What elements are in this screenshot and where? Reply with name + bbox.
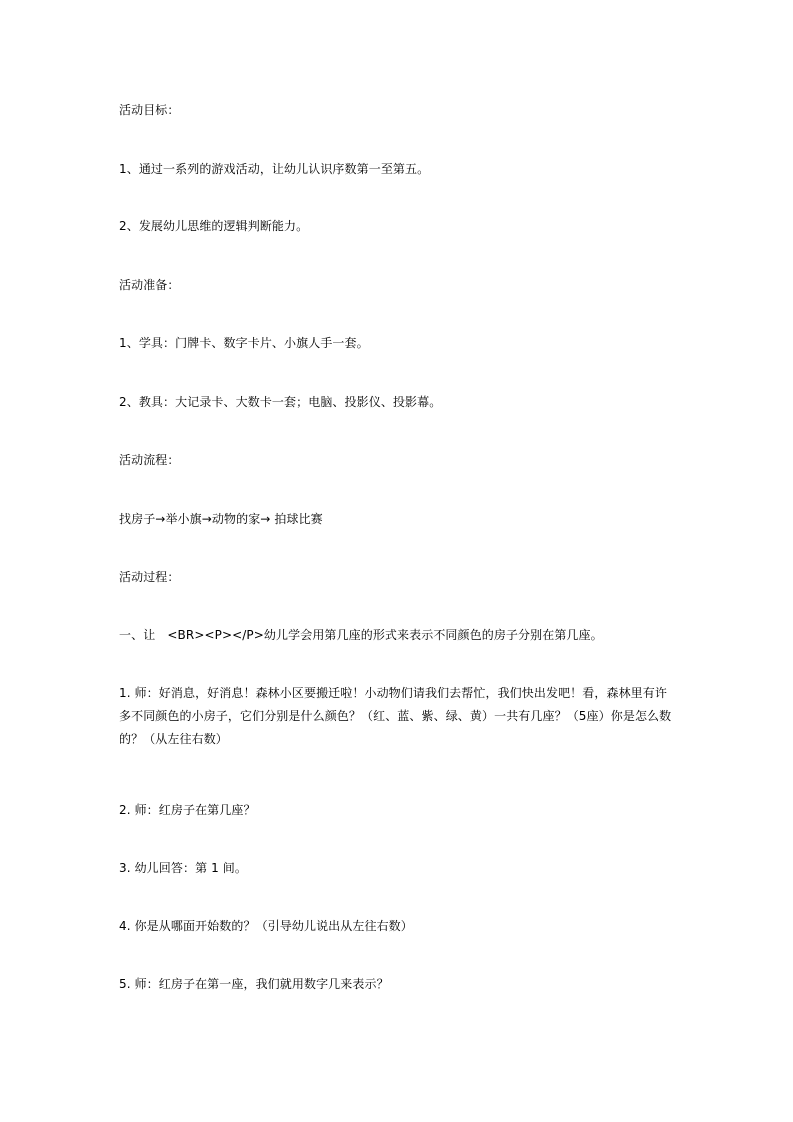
preparation-item-2: 2、教具：大记录卡、大数卡一套；电脑、投影仪、投影幕。 [119,395,442,409]
process-step-1 [119,682,681,751]
process-step-1-line-3: 的？（从左往右数） [119,732,228,746]
process-step-1-line-1: 1. 师：好消息，好消息！森林小区要搬迁啦！小动物们请我们去帮忙，我们快出发吧！看，森林里有许 [119,686,667,700]
process-part-1-heading: 一、让 <BR><P></P>幼儿学会用第几座的形式来表示不同颜色的房子分别在第几座。 [119,628,603,642]
flow-sequence: 找房子→举小旗→动物的家→ 拍球比赛 [119,512,323,526]
process-step-3: 3. 幼儿回答：第 1 间。 [119,861,247,875]
goal-item-2: 2、发展幼儿思维的逻辑判断能力。 [119,219,309,233]
section-heading-preparation: 活动准备： [119,278,180,292]
section-heading-flow: 活动流程： [119,453,180,467]
section-heading-goals: 活动目标： [119,103,180,117]
process-step-2: 2. 师：红房子在第几座？ [119,803,256,817]
preparation-item-1: 1、学具：门牌卡、数字卡片、小旗人手一套。 [119,336,369,350]
section-heading-process: 活动过程： [119,570,180,584]
goal-item-1: 1、通过一系列的游戏活动，让幼儿认识序数第一至第五。 [119,162,430,176]
process-step-5: 5. 师：红房子在第一座，我们就用数字几来表示？ [119,977,389,991]
process-step-4: 4. 你是从哪面开始数的？（引导幼儿说出从左往右数） [119,919,413,933]
process-step-1-line-2: 多不同颜色的小房子，它们分别是什么颜色？（红、蓝、紫、绿、黄）一共有几座？（5座）你是怎么数 [119,709,672,723]
